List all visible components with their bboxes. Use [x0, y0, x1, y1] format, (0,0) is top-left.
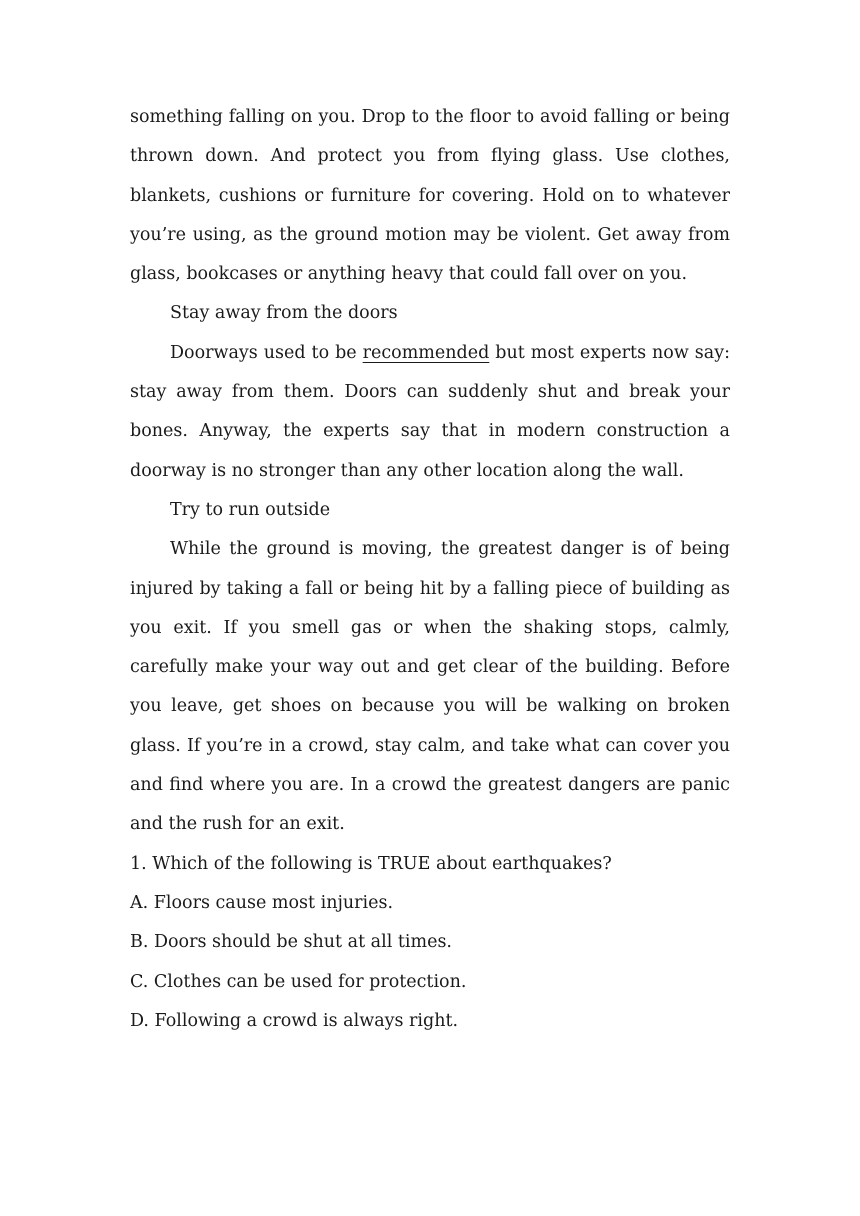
paragraph-ground-moving: While the ground is moving, the greatest danger is of being injured by taking a fall or being hit by a falling piece of building as you exit. If you smell gas or when the shaking stops, calmly, carefully make your way out and get clear of the building. Before you leave, get shoes on because you will be walking on broken glass. If you’re in a crowd, stay calm, and take what can cover you and find where you are. In a crowd the greatest dangers are panic and the rush for an exit. [130, 539, 730, 835]
document-page [130, 98, 730, 1041]
option-d: D. Following a crowd is always right. [130, 1010, 459, 1031]
paragraph-doorways [130, 334, 730, 491]
paragraph-protect: something falling on you. Drop to the floor to avoid falling or being thrown down. And protect you from flying glass. Use clothes, blankets, cushions or furniture for covering. Hold on to whatever you’re using, as the ground motion may be violent. Get away from glass, bookcases or anything heavy that could fall over on you. [130, 107, 730, 285]
option-c: C. Clothes can be used for protection. [130, 971, 467, 992]
heading-stay-away-doors: Stay away from the doors [170, 303, 398, 324]
paragraph-doorways-start: Doorways used to be [170, 342, 363, 363]
underlined-word-recommended: recommended [362, 342, 490, 363]
question-1: 1. Which of the following is TRUE about earthquakes? [130, 853, 612, 874]
option-b: B. Doors should be shut at all times. [130, 932, 452, 953]
paragraph-doorways-rest: but most experts now say: stay away from them. Doors can suddenly shut and break your bones. Anyway, the experts say that in modern construction a doorway is no stronger than any other location along the wall. [130, 342, 731, 481]
heading-run-outside: Try to run outside [170, 499, 331, 520]
option-a: A. Floors cause most injuries. [130, 892, 394, 913]
